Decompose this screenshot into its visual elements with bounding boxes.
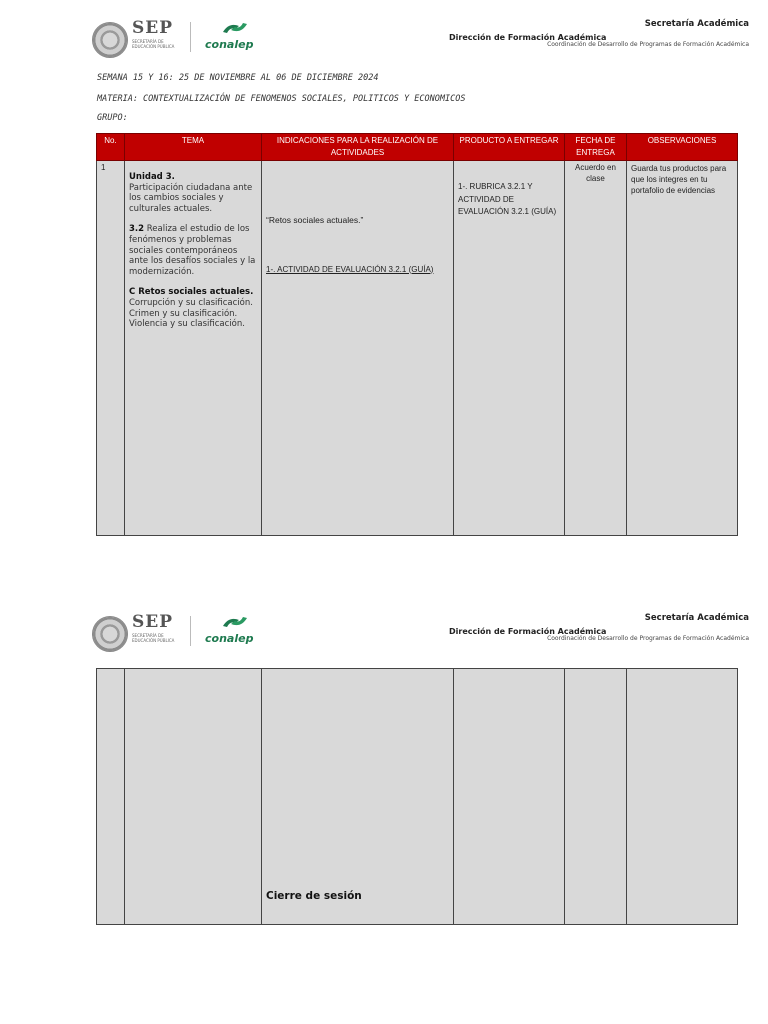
indicaciones-cell bbox=[262, 161, 454, 536]
producto-cell-empty bbox=[454, 669, 565, 925]
logo-divider bbox=[190, 22, 191, 52]
tema-cell bbox=[125, 161, 262, 536]
header-indicaciones: INDICACIONES PARA LA REALIZACIÓN DE ACTIVIDADES bbox=[262, 134, 454, 161]
actividad-link[interactable]: 1-. ACTIVIDAD DE EVALUACIÓN 3.2.1 (GUÍA) bbox=[266, 264, 434, 274]
coordinacion-label: Coordinación de Desarrollo de Programas de Formación Académica bbox=[547, 635, 749, 642]
tema-cell-empty bbox=[125, 669, 262, 925]
tema-list-item: Corrupción y su clasificación. bbox=[129, 297, 253, 308]
c-title: C Retos sociales actuales. bbox=[129, 287, 254, 298]
observaciones-cell: Guarda tus productos para que los integres en tu portafolio de evidencias bbox=[627, 161, 738, 536]
row-number: 1 bbox=[97, 161, 125, 536]
semana-line: SEMANA 15 Y 16: 25 DE NOVIEMBRE AL 06 DE DICIEMBRE 2024 bbox=[97, 73, 379, 83]
sep-word: SEP bbox=[132, 612, 174, 632]
unidad-desc: Participación ciudadana ante los cambios sociales y culturales actuales. bbox=[129, 182, 253, 214]
header-fecha: FECHA DE ENTREGA bbox=[565, 134, 627, 161]
page-header-1 bbox=[0, 18, 768, 70]
fecha-cell-empty bbox=[565, 669, 627, 925]
page-header-2 bbox=[0, 612, 768, 664]
coordinacion-label: Coordinación de Desarrollo de Programas de Formación Académica bbox=[547, 41, 749, 48]
secretaria-label: Secretaría Académica bbox=[644, 19, 749, 29]
mexico-seal-icon bbox=[92, 616, 128, 652]
sep-subtitle: SECRETARÍA DE EDUCACIÓN PÚBLICA bbox=[132, 39, 175, 49]
table-header-row bbox=[97, 134, 738, 161]
logo-divider bbox=[190, 616, 191, 646]
producto-cell bbox=[454, 161, 565, 536]
retos-quote: “Retos sociales actuales.” bbox=[266, 215, 364, 225]
activities-table bbox=[96, 133, 738, 536]
producto-text: 1-. RUBRICA 3.2.1 Y ACTIVIDAD DE EVALUACIÓN 3.2.1 (GUÍA) bbox=[458, 182, 557, 216]
header-no: No. bbox=[97, 134, 125, 161]
unidad-title: Unidad 3. bbox=[129, 172, 175, 182]
secretaria-label: Secretaría Académica bbox=[644, 613, 749, 623]
sep-subtitle: SECRETARÍA DE EDUCACIÓN PÚBLICA bbox=[132, 633, 175, 643]
observaciones-cell-empty bbox=[627, 669, 738, 925]
header-producto: PRODUCTO A ENTREGAR bbox=[454, 134, 565, 161]
mexico-seal-icon bbox=[92, 22, 128, 58]
tema-list-item: Violencia y su clasificación. bbox=[129, 319, 245, 330]
grupo-line: GRUPO: bbox=[97, 113, 128, 123]
table-row bbox=[97, 161, 738, 536]
conalep-word: conalep bbox=[205, 38, 254, 51]
row-number-empty bbox=[97, 669, 125, 925]
activities-table-continued bbox=[96, 668, 738, 925]
sep-logo bbox=[92, 18, 176, 58]
materia-line: MATERIA: CONTEXTUALIZACIÓN DE FENOMENOS SOCIALES, POLITICOS Y ECONOMICOS bbox=[97, 94, 466, 104]
header-tema: TEMA bbox=[125, 134, 262, 161]
conalep-icon bbox=[221, 20, 249, 36]
direccion-label: Dirección de Formación Académica bbox=[449, 627, 607, 636]
fecha-cell: Acuerdo en clase bbox=[565, 161, 627, 536]
direccion-label: Dirección de Formación Académica bbox=[449, 33, 607, 42]
subtema-number: 3.2 bbox=[129, 224, 145, 235]
header-observaciones: OBSERVACIONES bbox=[627, 134, 738, 161]
subtema-desc: Realiza el estudio de los fenómenos y problemas sociales contemporáneos ante los desafíos sociales y la modernización. bbox=[129, 224, 256, 277]
cierre-label: Cierre de sesión bbox=[266, 890, 362, 902]
table-row bbox=[97, 669, 738, 925]
subtema-block bbox=[129, 224, 257, 277]
tema-list-item: Crimen y su clasificación. bbox=[129, 308, 238, 319]
indicaciones-cell bbox=[262, 669, 454, 925]
conalep-logo bbox=[205, 20, 265, 60]
conalep-logo bbox=[205, 614, 265, 654]
conalep-icon bbox=[221, 614, 249, 630]
sep-word: SEP bbox=[132, 18, 174, 38]
conalep-word: conalep bbox=[205, 632, 254, 645]
sep-logo bbox=[92, 612, 176, 652]
